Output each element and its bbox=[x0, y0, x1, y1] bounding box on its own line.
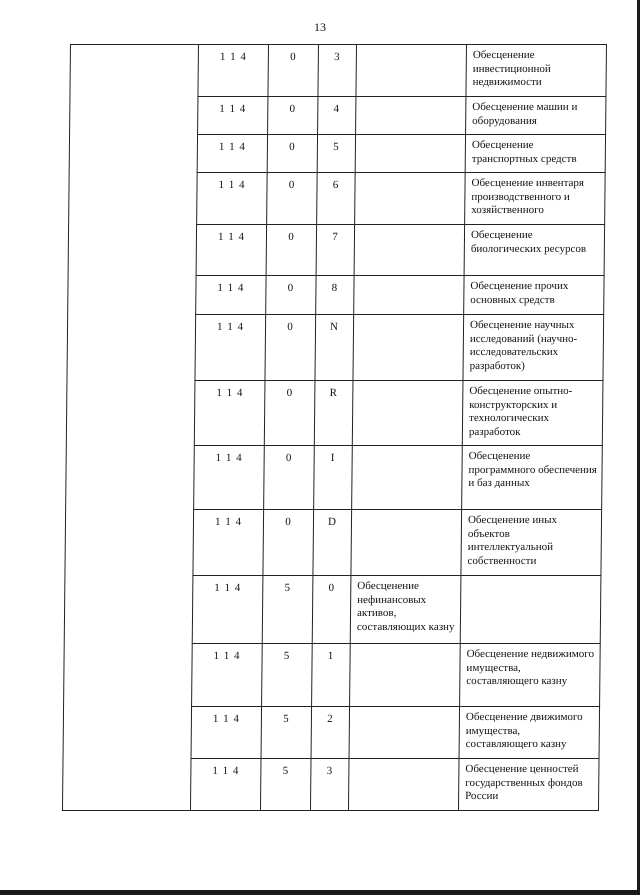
item-name-cell: Обесценение ценностей государственных фондов России bbox=[458, 759, 599, 811]
item-name-cell: Обесценение опытно-конструкторских и технологических разработок bbox=[462, 381, 603, 446]
code-cell: 1 1 4 bbox=[196, 225, 267, 276]
code-cell: 1 1 4 bbox=[197, 173, 268, 225]
group-cell: 0 bbox=[263, 510, 314, 576]
subgroup-cell: D bbox=[313, 510, 352, 576]
item-name-cell: Обесценение программного обеспечения и баз данных bbox=[462, 446, 603, 510]
item-name-cell: Обесценение научных исследований (научно-исследовательских разработок) bbox=[463, 315, 604, 381]
group-name-cell bbox=[354, 276, 464, 315]
group-cell: 5 bbox=[262, 644, 313, 707]
table-row bbox=[70, 45, 607, 97]
code-cell: 1 1 4 bbox=[191, 707, 262, 759]
group-name-cell bbox=[355, 135, 465, 173]
item-name-cell: Обесценение недвижимого имущества, составляющего казну bbox=[460, 644, 601, 707]
group-name-cell bbox=[352, 381, 463, 446]
code-cell: 1 1 4 bbox=[190, 759, 261, 811]
group-name-cell: Обесценение нефинансовых активов, составляющих казну bbox=[350, 576, 461, 644]
item-name-cell: Обесценение инвестиционной недвижимости bbox=[466, 45, 607, 97]
code-cell: 1 1 4 bbox=[198, 97, 268, 135]
group-cell: 0 bbox=[266, 276, 316, 315]
group-name-cell bbox=[354, 225, 465, 276]
group-cell: 5 bbox=[261, 707, 312, 759]
group-cell: 0 bbox=[264, 381, 315, 446]
subgroup-cell: 7 bbox=[316, 225, 355, 276]
group-name-cell bbox=[356, 45, 467, 97]
code-cell: 1 1 4 bbox=[192, 644, 263, 707]
subgroup-cell: 4 bbox=[318, 97, 356, 135]
subgroup-cell: 6 bbox=[317, 173, 356, 225]
account-codes-table bbox=[62, 44, 607, 811]
item-name-cell: Обесценение биологических ресурсов bbox=[464, 225, 605, 276]
group-cell: 0 bbox=[267, 173, 318, 225]
group-cell: 0 bbox=[268, 45, 319, 97]
group-name-cell bbox=[349, 707, 460, 759]
group-cell: 0 bbox=[267, 135, 317, 173]
code-cell: 1 1 4 bbox=[193, 510, 264, 576]
group-cell: 5 bbox=[260, 759, 311, 811]
page-number: 13 bbox=[314, 20, 326, 34]
code-cell: 1 1 4 bbox=[194, 381, 265, 446]
group-name-cell bbox=[355, 173, 466, 225]
subgroup-cell: 3 bbox=[318, 45, 357, 97]
group-cell: 0 bbox=[266, 225, 317, 276]
code-cell: 1 1 4 bbox=[195, 315, 266, 381]
code-cell: 1 1 4 bbox=[196, 276, 266, 315]
group-name-cell bbox=[356, 97, 466, 135]
subgroup-cell: I bbox=[314, 446, 353, 510]
empty-left-cell bbox=[62, 45, 198, 811]
subgroup-cell: N bbox=[315, 315, 354, 381]
group-cell: 0 bbox=[264, 446, 315, 510]
item-name-cell: Обесценение иных объектов интеллектуальной собственности bbox=[461, 510, 602, 576]
code-cell: 1 1 4 bbox=[192, 576, 263, 644]
code-cell: 1 1 4 bbox=[198, 45, 269, 97]
item-name-cell: Обесценение транспортных средств bbox=[465, 135, 605, 173]
subgroup-cell: 3 bbox=[310, 759, 349, 811]
item-name-cell: Обесценение инвентаря производственного и хозяйственного bbox=[465, 173, 606, 225]
group-cell: 0 bbox=[268, 97, 318, 135]
subgroup-cell: 8 bbox=[316, 276, 354, 315]
subgroup-cell: 0 bbox=[312, 576, 351, 644]
code-cell: 1 1 4 bbox=[194, 446, 265, 510]
scan-edge-bottom bbox=[0, 890, 640, 895]
group-cell: 0 bbox=[265, 315, 316, 381]
subgroup-cell: R bbox=[314, 381, 353, 446]
item-name-cell: Обесценение машин и оборудования bbox=[466, 97, 606, 135]
item-name-cell: Обесценение движимого имущества, составляющего казну bbox=[459, 707, 600, 759]
group-name-cell bbox=[352, 446, 463, 510]
group-name-cell bbox=[353, 315, 464, 381]
subgroup-cell: 1 bbox=[312, 644, 351, 707]
subgroup-cell: 2 bbox=[311, 707, 350, 759]
item-name-cell: Обесценение прочих основных средств bbox=[464, 276, 604, 315]
group-cell: 5 bbox=[262, 576, 313, 644]
group-name-cell bbox=[351, 510, 462, 576]
subgroup-cell: 5 bbox=[317, 135, 355, 173]
group-name-cell bbox=[350, 644, 461, 707]
item-name-cell bbox=[460, 576, 601, 644]
group-name-cell bbox=[348, 759, 459, 811]
code-cell: 1 1 4 bbox=[197, 135, 267, 173]
